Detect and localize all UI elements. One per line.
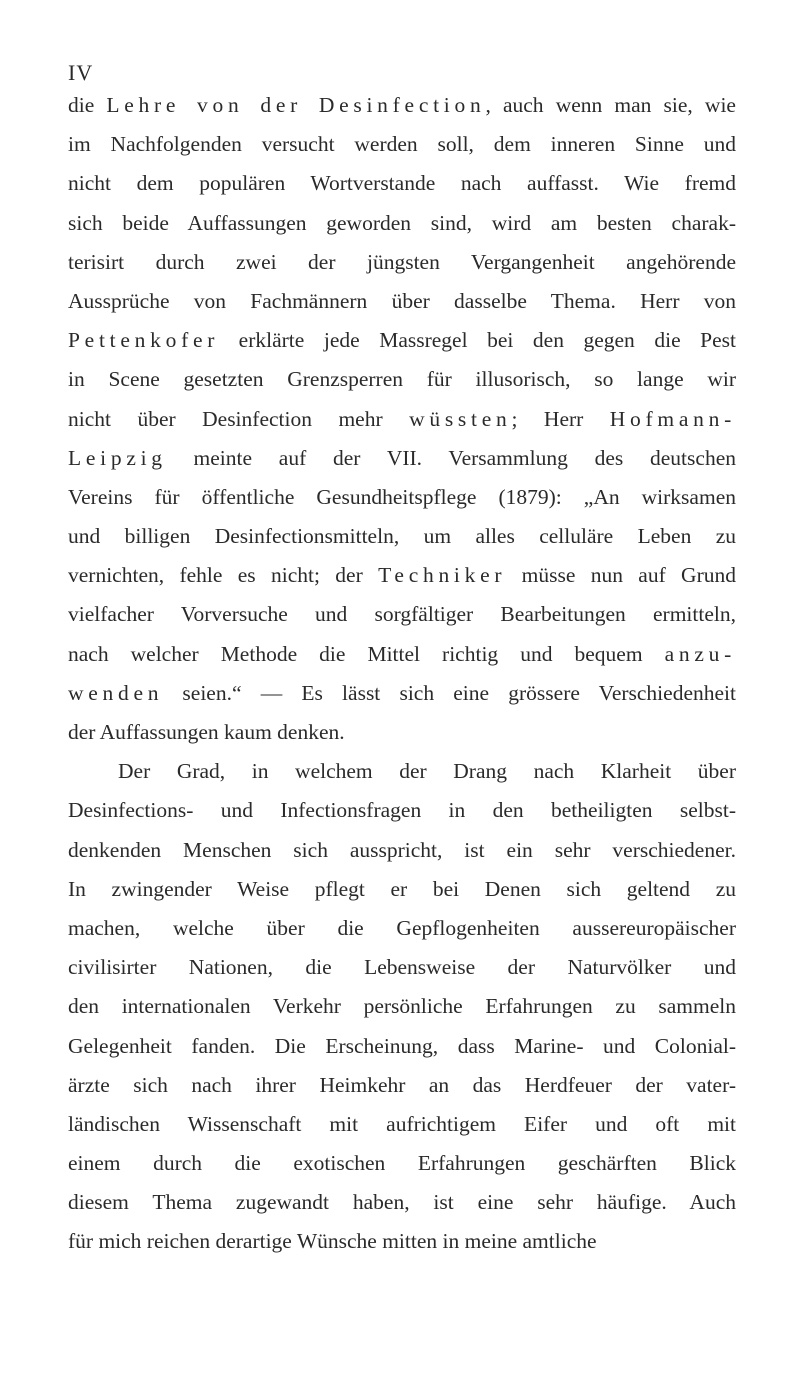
- text-line: [68, 400, 736, 439]
- page-number: IV: [68, 60, 94, 85]
- text-line: [68, 1144, 736, 1183]
- text-segment: nach welcher Methode die Mittel richtig und bequem: [68, 641, 665, 666]
- text-line: [68, 1222, 736, 1261]
- text-segment: der Auffassungen kaum denken.: [68, 720, 345, 744]
- text-line: [68, 321, 736, 360]
- text-segment: meinte auf der VII. Versammlung des deutschen: [166, 445, 736, 470]
- text-line: [68, 478, 736, 517]
- text-segment: Vereins für öffentliche Gesundheitspflege (1879): „An wirksamen: [68, 484, 736, 509]
- text-segment: Aussprüche von Fachmännern über dasselbe Thema. Herr von: [68, 288, 736, 313]
- text-segment: , auch wenn man sie, wie: [485, 93, 736, 117]
- text-segment: sich beide Auffassungen geworden sind, wird am besten charak-: [68, 210, 736, 235]
- text-line: [68, 635, 736, 674]
- text-line: [68, 1027, 736, 1066]
- text-segment: machen, welche über die Gepflogenheiten aussereuropäischer: [68, 915, 736, 940]
- spaced-emphasis: Techniker: [378, 563, 507, 588]
- text-line: [68, 791, 736, 830]
- text-line: [68, 1066, 736, 1105]
- text-line: [68, 164, 736, 203]
- text-line: [68, 86, 736, 125]
- spaced-emphasis: Hofmann-: [609, 406, 736, 431]
- text-segment: denkenden Menschen sich ausspricht, ist ein sehr verschiedener.: [68, 837, 736, 862]
- text-segment: nicht über Desinfection mehr: [68, 406, 410, 431]
- text-segment: vernichten, fehle es nicht; der: [68, 563, 379, 588]
- text-segment: vielfacher Vorversuche und sorgfältiger Bearbeitungen ermitteln,: [68, 602, 736, 627]
- text-line: [68, 870, 736, 909]
- text-segment: Der Grad, in welchem der Drang nach Klarheit über: [118, 759, 736, 784]
- text-segment: Desinfections- und Infectionsfragen in den betheiligten selbst-: [68, 798, 736, 823]
- text-segment: civilisirter Nationen, die Lebensweise der Naturvölker und: [68, 955, 736, 980]
- text-segment: In zwingender Weise pflegt er bei Denen sich geltend zu: [68, 876, 736, 901]
- text-segment: Gelegenheit fanden. Die Erscheinung, dass Marine- und Colonial-: [68, 1033, 736, 1058]
- text-segment: ; Herr: [511, 406, 610, 431]
- text-line: [68, 1105, 736, 1144]
- spaced-emphasis: wenden: [68, 680, 164, 705]
- text-segment: erklärte jede Massregel bei den gegen die Pest: [219, 328, 736, 353]
- text-segment: einem durch die exotischen Erfahrungen geschärften Blick: [68, 1151, 736, 1176]
- text-line: [68, 909, 736, 948]
- text-line: [68, 987, 736, 1026]
- body-text: [68, 86, 736, 1262]
- text-line: [68, 517, 736, 556]
- text-line: [68, 831, 736, 870]
- text-segment: terisirt durch zwei der jüngsten Vergangenheit angehörende: [68, 249, 736, 274]
- spaced-emphasis: Pettenkofer: [68, 328, 220, 353]
- spaced-emphasis: Leipzig: [68, 445, 167, 470]
- text-segment: müsse nun auf Grund: [506, 563, 736, 588]
- text-segment: in Scene gesetzten Grenzsperren für illusorisch, so lange wir: [68, 367, 736, 392]
- text-segment: diesem Thema zugewandt haben, ist eine sehr häufige. Auch: [68, 1190, 736, 1215]
- text-segment: ärzte sich nach ihrer Heimkehr an das Herdfeuer der vater-: [68, 1072, 736, 1097]
- text-line: [68, 204, 736, 243]
- text-line: [68, 360, 736, 399]
- text-line: [68, 713, 736, 752]
- text-segment: und billigen Desinfectionsmitteln, um alles celluläre Leben zu: [68, 524, 736, 549]
- text-line: [68, 752, 736, 791]
- text-segment: die: [68, 93, 107, 117]
- text-segment: den internationalen Verkehr persönliche Erfahrungen zu sammeln: [68, 994, 736, 1019]
- text-line: [68, 948, 736, 987]
- text-line: [68, 1183, 736, 1222]
- spaced-emphasis: wüssten: [409, 406, 512, 431]
- text-segment: im Nachfolgenden versucht werden soll, dem inneren Sinne und: [68, 132, 736, 157]
- text-line: [68, 674, 736, 713]
- text-line: [68, 243, 736, 282]
- text-segment: ländischen Wissenschaft mit aufrichtigem Eifer und oft mit: [68, 1111, 736, 1136]
- text-line: [68, 125, 736, 164]
- text-segment: nicht dem populären Wortverstande nach auffasst. Wie fremd: [68, 171, 736, 196]
- text-segment: seien.“ — Es lässt sich eine grössere Verschiedenheit: [163, 680, 736, 705]
- spaced-emphasis: anzu-: [664, 641, 736, 666]
- text-line: [68, 439, 736, 478]
- text-line: [68, 595, 736, 634]
- text-segment: für mich reichen derartige Wünsche mitten in meine amtliche: [68, 1229, 597, 1254]
- spaced-emphasis: Lehre von der Desinfection: [106, 93, 486, 117]
- text-line: [68, 282, 736, 321]
- text-line: [68, 556, 736, 595]
